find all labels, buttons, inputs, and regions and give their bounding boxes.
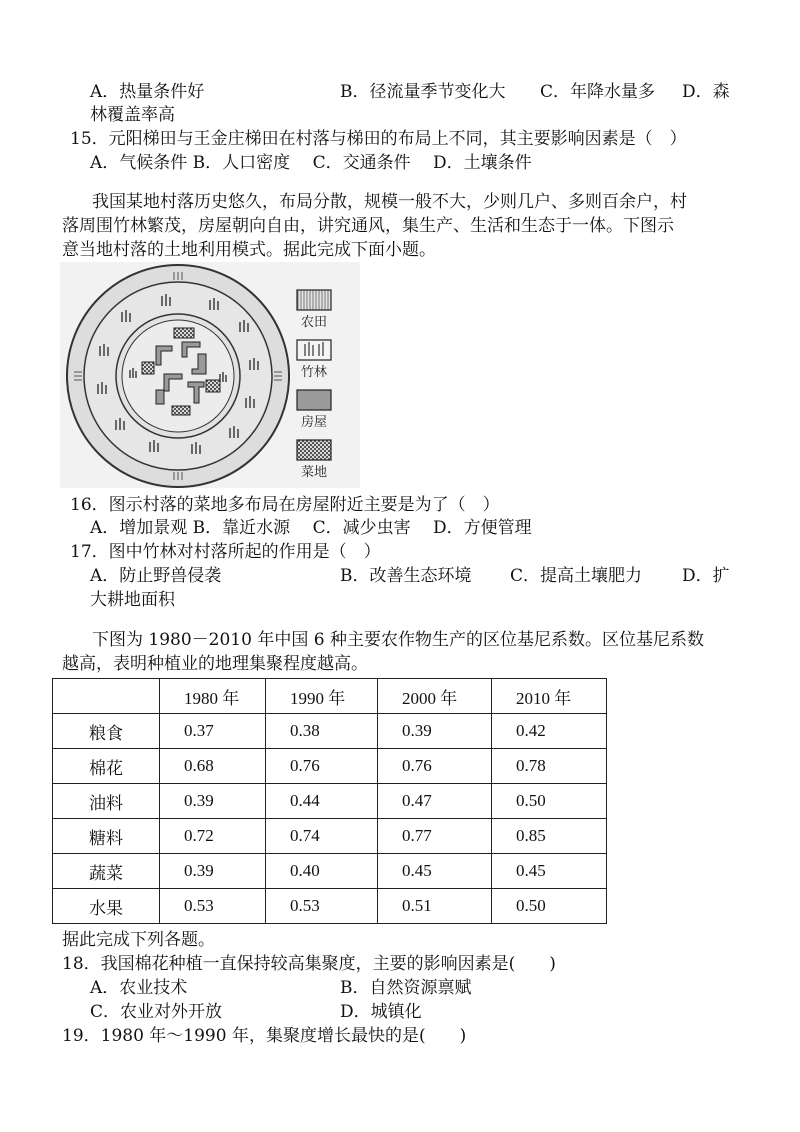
passage3-line1: 下图为 1980－2010 年中国 6 种主要农作物生产的区位基尼系数。区位基尼系数 xyxy=(92,630,704,650)
table-cell: 0.40 xyxy=(266,854,378,889)
table-cell: 0.38 xyxy=(266,714,378,749)
legend-swatch-farmland xyxy=(297,290,331,310)
legend-label-vegetable: 菜地 xyxy=(300,465,328,480)
table-row xyxy=(53,819,607,854)
table-cell: 0.50 xyxy=(492,784,607,819)
table-cell: 0.39 xyxy=(160,784,266,819)
table-cell-crop: 蔬菜 xyxy=(53,854,160,889)
table-cell: 0.44 xyxy=(266,784,378,819)
passage2-line1: 我国某地村落历史悠久，布局分散，规模一般不大，少则几户、多则百余户，村 xyxy=(92,192,687,212)
q18-option-c: C．农业对外开放 xyxy=(90,1002,223,1022)
table-header-1980: 1980 年 xyxy=(160,679,266,714)
passage2-line3: 意当地村落的土地利用模式。据此完成下面小题。 xyxy=(62,240,436,260)
table-header-1990: 1990 年 xyxy=(266,679,378,714)
table-cell: 0.51 xyxy=(378,889,492,924)
table-cell-crop: 粮食 xyxy=(53,714,160,749)
q17-option-d-continued: 大耕地面积 xyxy=(90,590,175,610)
table-row xyxy=(53,854,607,889)
table-row xyxy=(53,749,607,784)
q19-stem: 19．1980 年～1990 年，集聚度增长最快的是( ) xyxy=(62,1026,467,1046)
table-cell: 0.78 xyxy=(492,749,607,784)
q17-option-a: A．防止野兽侵袭 xyxy=(90,566,222,586)
q14-option-b: B．径流量季节变化大 xyxy=(340,82,506,102)
table-row xyxy=(53,889,607,924)
q14-option-d: D．森 xyxy=(682,82,730,102)
q15-stem: 15．元阳梯田与王金庄梯田在村落与梯田的布局上不同，其主要影响因素是（ ） xyxy=(70,129,687,149)
table-cell: 0.77 xyxy=(378,819,492,854)
legend-label-farmland: 农田 xyxy=(300,315,328,330)
table-cell: 0.53 xyxy=(266,889,378,924)
table-cell: 0.76 xyxy=(266,749,378,784)
table-cell: 0.50 xyxy=(492,889,607,924)
q14-option-d-continued: 林覆盖率高 xyxy=(90,105,175,125)
table-cell: 0.42 xyxy=(492,714,607,749)
table-cell-crop: 糖料 xyxy=(53,819,160,854)
table-cell: 0.72 xyxy=(160,819,266,854)
q16-stem: 16．图示村落的菜地多布局在房屋附近主要是为了（ ） xyxy=(70,495,500,515)
q18-option-a: A．农业技术 xyxy=(90,978,188,998)
village-land-use-figure xyxy=(60,262,360,488)
table-header-row xyxy=(53,679,607,714)
table-header-2000: 2000 年 xyxy=(378,679,492,714)
table-cell: 0.39 xyxy=(160,854,266,889)
after-table-instruction: 据此完成下列各题。 xyxy=(62,930,215,950)
q17-option-b: B．改善生态环境 xyxy=(340,566,472,586)
q14-option-a: A．热量条件好 xyxy=(90,82,205,102)
legend-label-house: 房屋 xyxy=(300,415,328,430)
table-cell-crop: 水果 xyxy=(53,889,160,924)
passage3-line2: 越高，表明种植业的地理集聚程度越高。 xyxy=(62,654,368,674)
table-header-corner xyxy=(53,679,160,714)
q15-options: A．气候条件 B．人口密度 C．交通条件 D．土壤条件 xyxy=(90,153,532,173)
legend-label-bamboo: 竹林 xyxy=(300,365,328,380)
table-cell: 0.45 xyxy=(492,854,607,889)
legend-swatch-bamboo xyxy=(297,340,331,360)
table-cell: 0.53 xyxy=(160,889,266,924)
table-cell: 0.74 xyxy=(266,819,378,854)
table-row xyxy=(53,784,607,819)
gini-coefficient-table xyxy=(52,678,607,924)
table-cell: 0.85 xyxy=(492,819,607,854)
legend-swatch-vegetable xyxy=(297,440,331,460)
q18-option-d: D．城镇化 xyxy=(340,1002,422,1022)
q18-option-b: B．自然资源禀赋 xyxy=(340,978,472,998)
q18-stem: 18．我国棉花种植一直保持较高集聚度，主要的影响因素是( ) xyxy=(62,954,556,974)
q17-option-c: C．提高土壤肥力 xyxy=(510,566,643,586)
table-cell: 0.45 xyxy=(378,854,492,889)
q17-option-d: D．扩 xyxy=(682,566,730,586)
table-header-2010: 2010 年 xyxy=(492,679,607,714)
passage2-line2: 落周围竹林繁茂，房屋朝向自由，讲究通风，集生产、生活和生态于一体。下图示 xyxy=(62,216,674,236)
table-cell: 0.39 xyxy=(378,714,492,749)
q16-options: A．增加景观 B．靠近水源 C．减少虫害 D．方便管理 xyxy=(90,518,532,538)
table-cell: 0.76 xyxy=(378,749,492,784)
table-cell-crop: 油料 xyxy=(53,784,160,819)
table-cell: 0.37 xyxy=(160,714,266,749)
table-cell: 0.68 xyxy=(160,749,266,784)
legend-swatch-house xyxy=(297,390,331,410)
table-row xyxy=(53,714,607,749)
table-cell: 0.47 xyxy=(378,784,492,819)
q17-stem: 17．图中竹林对村落所起的作用是（ ） xyxy=(70,542,381,562)
table-cell-crop: 棉花 xyxy=(53,749,160,784)
q14-option-c: C．年降水量多 xyxy=(540,82,656,102)
